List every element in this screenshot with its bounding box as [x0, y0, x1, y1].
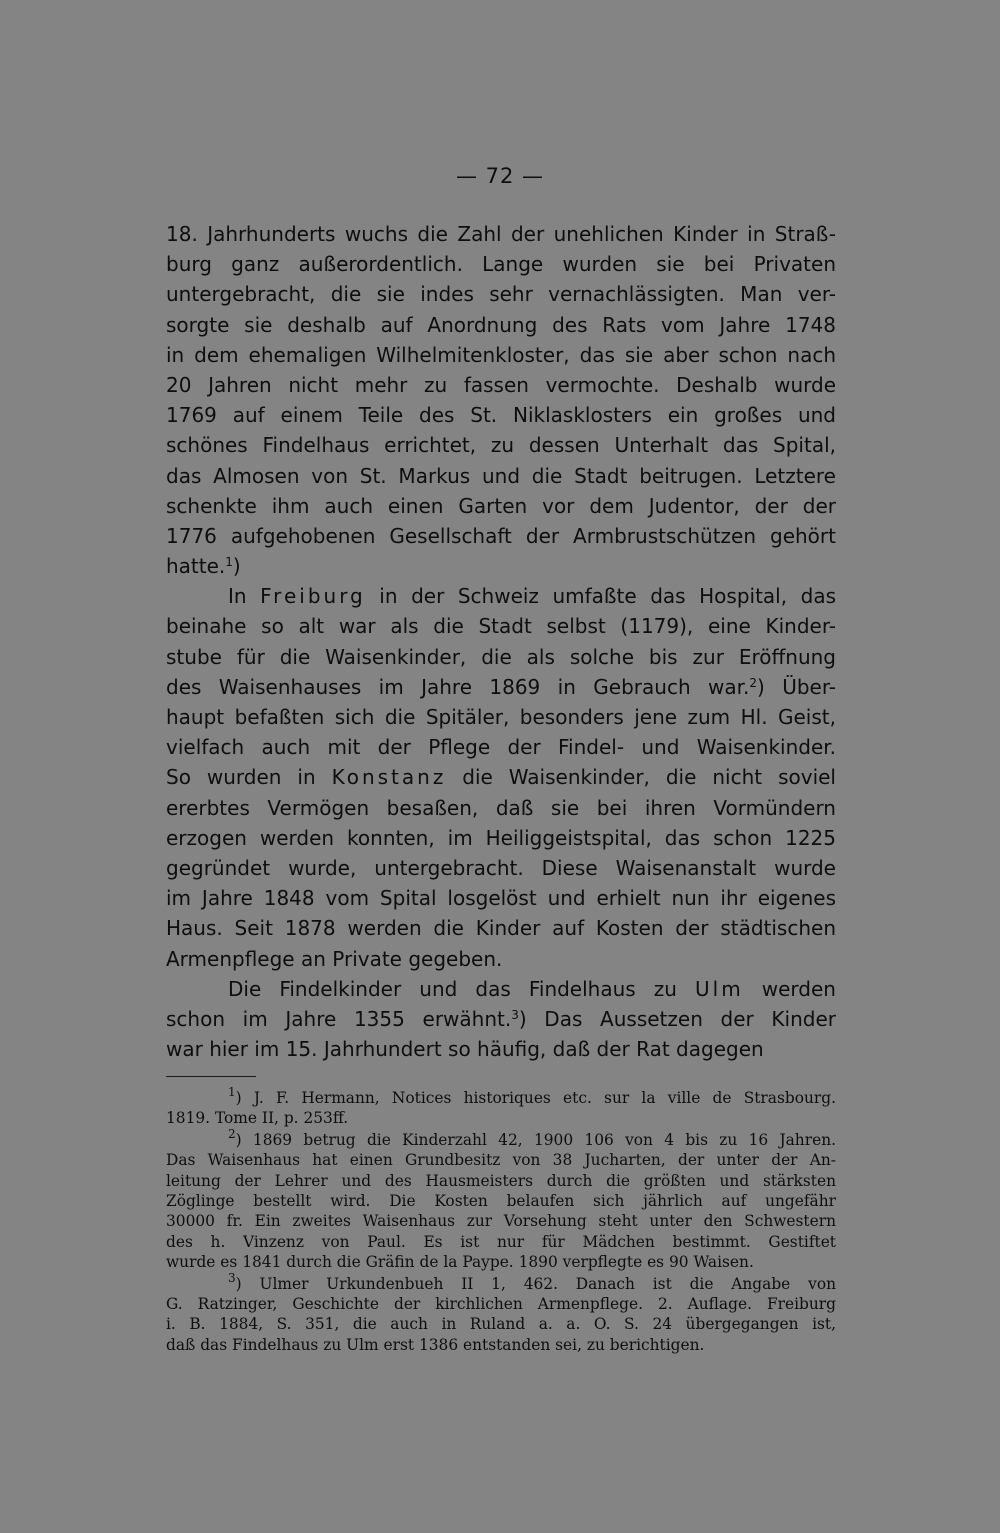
text-line: vielfach auch mit der Pflege der Findel- und Waisenkinder.: [166, 735, 836, 760]
footnote-marker: 3: [228, 1270, 236, 1285]
text-line: Armenpflege an Private gegeben.: [166, 946, 503, 971]
place-name: Konstanz: [331, 765, 447, 790]
footnote-line: leitung der Lehrer und des Hausmeisters durch die größten und stärksten: [166, 1171, 836, 1190]
footnote-line: i. B. 1884, S. 351, die auch in Ruland a. a. O. S. 24 übergegangen ist,: [166, 1315, 836, 1334]
footnote-line: $^1$) J. F. Hermann, Notices historiques etc. sur la ville de Strasbourg.: [228, 1085, 836, 1107]
text-line: Die Findelkinder und das Findelhaus zu Ulm werden: [228, 976, 836, 1001]
text-line: schon im Jahre 1355 erwähnt.$^3$) Das Aussetzen der Kinder: [166, 1006, 836, 1031]
text-line: gegründet wurde, untergebracht. Diese Waisenanstalt wurde: [166, 855, 836, 880]
text-line: das Almosen von St. Markus und die Stadt beitrugen. Letztere: [166, 463, 836, 488]
text-line: sorgte sie deshalb auf Anordnung des Rats vom Jahre 1748: [166, 312, 836, 337]
text-line: So wurden in Konstanz die Waisenkinder, die nicht soviel: [166, 765, 836, 790]
footnote-ref: 1: [225, 555, 233, 570]
text-line: beinahe so alt war als die Stadt selbst (1179), eine Kinder-: [166, 614, 836, 639]
footnote-line: des h. Vinzenz von Paul. Es ist nur für Mädchen bestimmt. Gestiftet: [166, 1232, 836, 1251]
text-line: untergebracht, die sie indes sehr vernachlässigten. Man ver-: [166, 282, 836, 307]
footnote-line: G. Ratzinger, Geschichte der kirchlichen Armenpflege. 2. Auflage. Freiburg: [166, 1294, 836, 1313]
footnote-ref: 3: [511, 1007, 519, 1022]
page-number: — 72 —: [455, 164, 545, 188]
footnote-ref: 2: [749, 675, 757, 690]
footnote-marker: 1: [228, 1085, 236, 1099]
footnote-line: 30000 fr. Ein zweites Waisenhaus zur Vorsehung steht unter den Schwestern: [166, 1212, 836, 1231]
text-line: des Waisenhauses im Jahre 1869 in Gebrauch war.$^2$) Über-: [166, 674, 836, 699]
footnote-line: Zöglinge bestellt wird. Die Kosten belaufen sich jährlich auf ungefähr: [166, 1191, 836, 1210]
text-line: 18. Jahrhunderts wuchs die Zahl der unehlichen Kinder in Straß-: [166, 222, 836, 246]
text-line: schönes Findelhaus errichtet, zu dessen Unterhalt das Spital,: [166, 433, 836, 458]
text-line: burg ganz außerordentlich. Lange wurden sie bei Privaten: [166, 252, 836, 277]
footnote-line: wurde es 1841 durch die Gräfin de la Paype. 1890 verpflegte es 90 Waisen.: [166, 1253, 754, 1272]
footnote: [166, 1126, 836, 1273]
footnotes: [166, 1085, 836, 1356]
text-line: haupt befaßten sich die Spitäler, besonders jene zum Hl. Geist,: [166, 705, 836, 729]
place-name: Ulm: [695, 976, 744, 1001]
footnote-line: daß das Findelhaus zu Ulm erst 1386 entstanden sei, zu berichtigen.: [166, 1335, 705, 1354]
footnote-line: Das Waisenhaus hat einen Grundbesitz von 38 Jucharten, der unter der An-: [166, 1151, 836, 1170]
footnote-marker: 2: [228, 1126, 236, 1141]
footnote-line: $^3$) Ulmer Urkundenbueh II 1, 462. Danach ist die Angabe von: [228, 1270, 836, 1293]
text-line: 1776 aufgehobenen Gesellschaft der Armbrustschützen gehört: [166, 523, 836, 548]
text-line: erzogen werden konnten, im Heiliggeistspital, das schon 1225: [166, 825, 836, 850]
footnote: [166, 1270, 836, 1356]
footnote: [166, 1085, 836, 1129]
footnote-line: 1819. Tome II, p. 253ff.: [166, 1109, 349, 1128]
text-line: 20 Jahren nicht mehr zu fassen vermochte. Deshalb wurde: [166, 372, 836, 397]
text-line: in dem ehemaligen Wilhelmitenkloster, das sie aber schon nach: [166, 342, 836, 367]
text-line: hatte.$^1$): [166, 554, 241, 579]
text-line: In Freiburg in der Schweiz umfaßte das Hospital, das: [228, 584, 836, 609]
text-line: stube für die Waisenkinder, die als solche bis zur Eröffnung: [166, 644, 836, 669]
text-line: Haus. Seit 1878 werden die Kinder auf Kosten der städtischen: [166, 916, 836, 941]
text-line: war hier im 15. Jahrhundert so häufig, daß der Rat dagegen: [166, 1037, 764, 1062]
text-line: ererbtes Vermögen besaßen, daß sie bei ihren Vormündern: [166, 795, 836, 820]
footnote-line: $^2$) 1869 betrug die Kinderzahl 42, 1900 106 von 4 bis zu 16 Jahren.: [228, 1126, 836, 1149]
place-name: Freiburg: [260, 584, 366, 609]
footnote-divider: [166, 1076, 256, 1077]
body-text: [166, 219, 836, 1064]
text-line: 1769 auf einem Teile des St. Niklasklosters ein großes und: [166, 403, 836, 428]
text-line: im Jahre 1848 vom Spital losgelöst und erhielt nun ihr eigenes: [166, 886, 836, 911]
text-line: schenkte ihm auch einen Garten vor dem Judentor, der der: [166, 493, 836, 518]
